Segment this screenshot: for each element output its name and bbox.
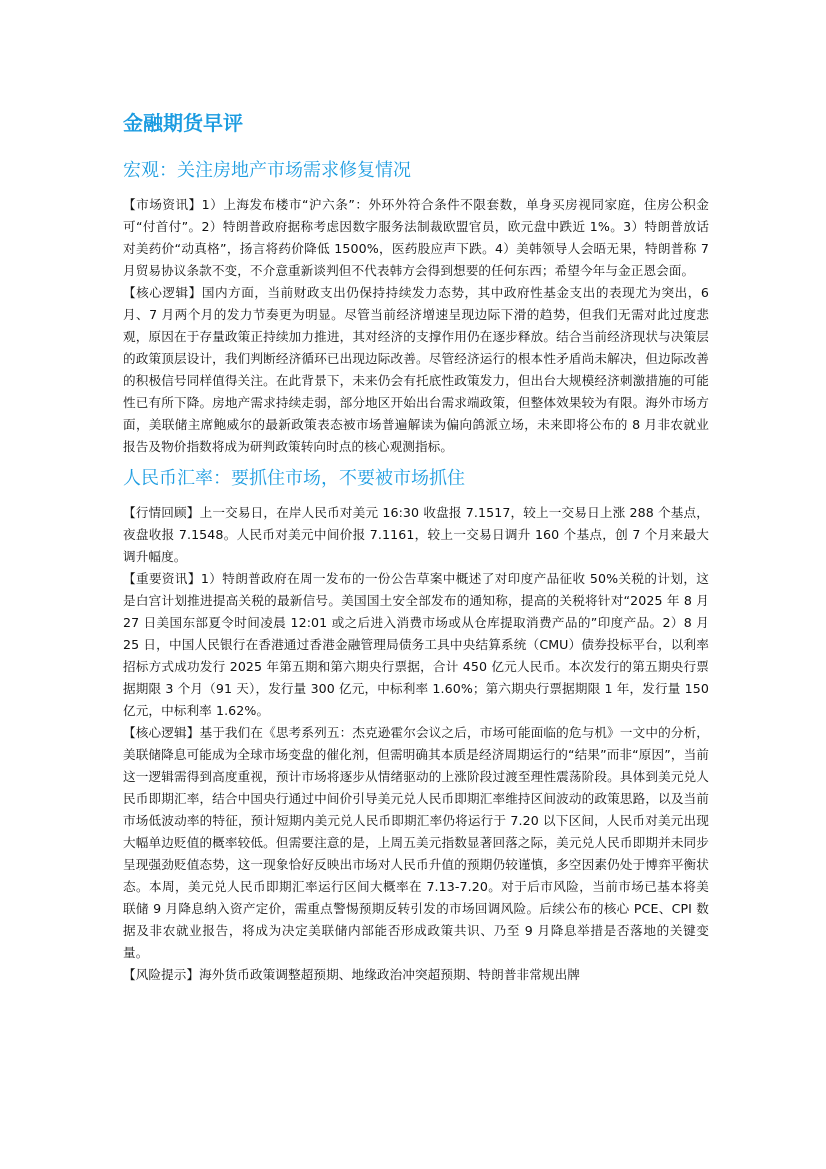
paragraph-tag: 【核心逻辑】	[123, 725, 200, 740]
paragraph-tag: 【核心逻辑】	[123, 285, 202, 300]
section-rmb-fx	[123, 464, 709, 986]
paragraph-text: 1）特朗普政府在周一发布的一份公告草案中概述了对印度产品征收 50%关税的计划，这是白宫计划推进提高关税的最新信号。美国国土安全部发布的通知称，提高的关税将针对“2025 年 8 月 27 日美国东部夏令时间凌晨 12:01 或之后进入消费市场或从仓库提取消费产品的”印度产品。2）8 月 25 日，中国人民银行在香港通过香港金融管理局债务工具中央结算系统（CMU）债券投标平台，以利率招标方式成功发行 2025 年第五期和第六期央行票据，合计 450 亿元人民币。本次发行的第五期央行票据期限 3 个月（91 天），发行量 300 亿元，中标利率 1.60%；第六期央行票据期限 1 年，发行量 150 亿元，中标利率 1.62%。	[123, 571, 710, 718]
paragraph-market-review	[123, 502, 709, 568]
paragraph-core-logic	[123, 282, 709, 458]
document-title: 金融期货早评	[123, 111, 243, 135]
paragraph-text: 国内方面，当前财政支出仍保持持续发力态势，其中政府性基金支出的表现尤为突出，6 月、7 月两个月的发力节奏更为明显。尽管当前经济增速呈现边际下滑的趋势，但我们无需对此过度悲观，原因在于存量政策正持续加力推进，其对经济的支撑作用仍在逐步释放。结合当前经济现状与决策层的政策顶层设计，我们判断经济循环已出现边际改善。尽管经济运行的根本性矛盾尚未解决，但边际改善的积极信号同样值得关注。在此背景下，未来仍会有托底性政策发力，但出台大规模经济刺激措施的可能性已有所下降。房地产需求持续走弱，部分地区开始出台需求端政策，但整体效果较为有限。海外市场方面，美联储主席鲍威尔的最新政策表态被市场普遍解读为偏向鸽派立场，未来即将公布的 8 月非农就业报告及物价指数将成为研判政策转向时点的核心观测指标。	[123, 285, 709, 454]
document-page	[123, 100, 709, 992]
paragraph-tag: 【重要资讯】	[123, 571, 201, 586]
paragraph-important-news	[123, 568, 709, 722]
paragraph-market-news	[123, 194, 709, 282]
section-title-macro: 宏观：关注房地产市场需求修复情况	[123, 160, 411, 181]
paragraph-risk-warning	[123, 964, 709, 986]
paragraph-text: 上一交易日，在岸人民币对美元 16:30 收盘报 7.1517，较上一交易日上涨 288 个基点，夜盘收报 7.1548。人民币对美元中间价报 7.1161，较上一交易日调升 160 个基点，创 7 个月来最大调升幅度。	[123, 505, 709, 564]
paragraph-text: 基于我们在《思考系列五：杰克逊霍尔会议之后，市场可能面临的危与机》一文中的分析，美联储降息可能成为全球市场变盘的催化剂，但需明确其本质是经济周期运行的“结果”而非“原因”，当前这一逻辑需得到高度重视，预计市场将逐步从情绪驱动的上涨阶段过渡至理性震荡阶段。具体到美元兑人民币即期汇率，结合中国央行通过中间价引导美元兑人民币即期汇率维持区间波动的政策思路，以及当前市场低波动率的特征，预计短期内美元兑人民币即期汇率仍将运行于 7.20 以下区间，人民币对美元出现大幅单边贬值的概率较低。但需要注意的是，上周五美元指数显著回落之际，美元兑人民币即期并未同步呈现强劲贬值态势，这一现象恰好反映出市场对人民币升值的预期仍较谨慎，多空因素仍处于博弈平衡状态。本周，美元兑人民币即期汇率运行区间大概率在 7.13-7.20。对于后市风险，当前市场已基本将美联储 9 月降息纳入资产定价，需重点警惕预期反转引发的市场回调风险。后续公布的核心 PCE、CPI 数据及非农就业报告，将成为决定美联储内部能否形成政策共识、乃至 9 月降息举措是否落地的关键变量。	[123, 725, 710, 960]
paragraph-tag: 【风险提示】	[123, 967, 200, 982]
paragraph-tag: 【市场资讯】	[123, 197, 202, 212]
section-macro	[123, 156, 709, 458]
paragraph-tag: 【行情回顾】	[123, 505, 200, 520]
paragraph-text: 1）上海发布楼市“沪六条”：外环外符合条件不限套数，单身买房视同家庭，住房公积金可“付首付”。2）特朗普政府据称考虑因数字服务法制裁欧盟官员，欧元盘中跌近 1%。3）特朗普放话对美药价“动真格”，扬言将药价降低 1500%，医药股应声下跌。4）美韩领导人会晤无果，特朗普称 7 月贸易协议条款不变，不介意重新谈判但不代表韩方会得到想要的任何东西；希望今年与金正恩会面。	[123, 197, 709, 278]
paragraph-text: 海外货币政策调整超预期、地缘政治冲突超预期、特朗普非常规出牌	[199, 967, 580, 982]
section-title-rmb-fx: 人民币汇率：要抓住市场，不要被市场抓住	[123, 468, 465, 489]
paragraph-core-logic-fx	[123, 722, 709, 964]
